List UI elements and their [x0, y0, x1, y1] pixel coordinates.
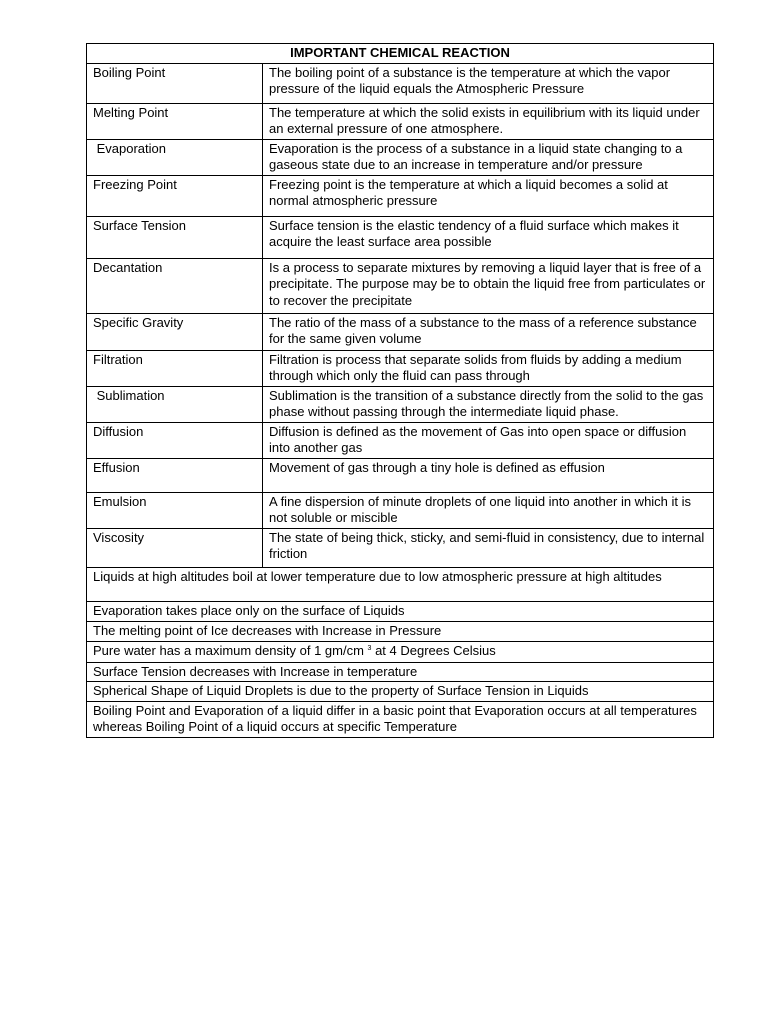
definition-cell: Diffusion is defined as the movement of Gas into open space or diffusion into another gas: [263, 422, 714, 458]
definition-cell: Freezing point is the temperature at which a liquid becomes a solid at normal atmospheric pressure: [263, 175, 714, 216]
table-row: [87, 103, 714, 139]
fact-cell: The melting point of Ice decreases with Increase in Pressure: [87, 621, 714, 641]
term-cell: Melting Point: [87, 103, 263, 139]
table-row: [87, 528, 714, 567]
term-cell: Freezing Point: [87, 175, 263, 216]
definition-cell: Filtration is process that separate solids from fluids by adding a medium through which only the fluid can pass through: [263, 350, 714, 386]
fact-row: [87, 662, 714, 682]
definition-cell: The state of being thick, sticky, and semi-fluid in consistency, due to internal friction: [263, 528, 714, 567]
table-row: [87, 386, 714, 422]
fact-cell: Surface Tension decreases with Increase in temperature: [87, 662, 714, 682]
term-cell: Filtration: [87, 350, 263, 386]
definition-cell: Sublimation is the transition of a substance directly from the solid to the gas phase without passing through the intermediate liquid phase.: [263, 386, 714, 422]
term-cell: Sublimation: [87, 386, 263, 422]
term-cell: Evaporation: [87, 139, 263, 175]
fact-row: [87, 701, 714, 737]
term-cell: Viscosity: [87, 528, 263, 567]
table-row: [87, 350, 714, 386]
term-cell: Surface Tension: [87, 216, 263, 258]
definition-cell: The temperature at which the solid exists in equilibrium with its liquid under an external pressure of one atmosphere.: [263, 103, 714, 139]
fact-text: Pure water has a maximum density of 1 gm/cm: [93, 642, 368, 658]
fact-row: [87, 601, 714, 621]
fact-cell: Boiling Point and Evaporation of a liquid differ in a basic point that Evaporation occurs at all temperatures whereas Boiling Point of a liquid occurs at specific Temperature: [87, 701, 714, 737]
definition-cell: The boiling point of a substance is the temperature at which the vapor pressure of the liquid equals the Atmospheric Pressure: [263, 63, 714, 103]
table-row: [87, 139, 714, 175]
fact-cell: [87, 641, 714, 662]
definition-cell: A fine dispersion of minute droplets of one liquid into another in which it is not soluble or miscible: [263, 492, 714, 528]
fact-cell: Liquids at high altitudes boil at lower temperature due to low atmospheric pressure at high altitudes: [87, 567, 714, 601]
fact-row: [87, 567, 714, 601]
fact-cell: Spherical Shape of Liquid Droplets is due to the property of Surface Tension in Liquids: [87, 682, 714, 702]
table-row: [87, 63, 714, 103]
fact-row: [87, 641, 714, 662]
definition-cell: The ratio of the mass of a substance to the mass of a reference substance for the same given volume: [263, 313, 714, 350]
term-cell: Specific Gravity: [87, 313, 263, 350]
table-row: [87, 175, 714, 216]
table-row: [87, 313, 714, 350]
fact-row: [87, 621, 714, 641]
table-row: [87, 422, 714, 458]
term-cell: Effusion: [87, 458, 263, 492]
superscript: 3: [367, 644, 372, 652]
fact-row: [87, 682, 714, 702]
chemistry-table: [86, 43, 714, 738]
table-row: [87, 458, 714, 492]
definition-cell: Is a process to separate mixtures by removing a liquid layer that is free of a precipitate. The purpose may be to obtain the liquid free from particulates or to recover the precipitate: [263, 258, 714, 313]
term-cell: Boiling Point: [87, 63, 263, 103]
term-cell: Emulsion: [87, 492, 263, 528]
term-cell: Decantation: [87, 258, 263, 313]
table-title: IMPORTANT CHEMICAL REACTION: [87, 44, 714, 64]
table-row: [87, 216, 714, 258]
title-row: [87, 44, 714, 64]
definition-cell: Evaporation is the process of a substance in a liquid state changing to a gaseous state due to an increase in temperature and/or pressure: [263, 139, 714, 175]
term-cell: Diffusion: [87, 422, 263, 458]
fact-cell: Evaporation takes place only on the surface of Liquids: [87, 601, 714, 621]
definition-cell: Movement of gas through a tiny hole is defined as effusion: [263, 458, 714, 492]
fact-text: at 4 Degrees Celsius: [371, 642, 496, 658]
table-row: [87, 258, 714, 313]
table-row: [87, 492, 714, 528]
definition-cell: Surface tension is the elastic tendency of a fluid surface which makes it acquire the least surface area possible: [263, 216, 714, 258]
